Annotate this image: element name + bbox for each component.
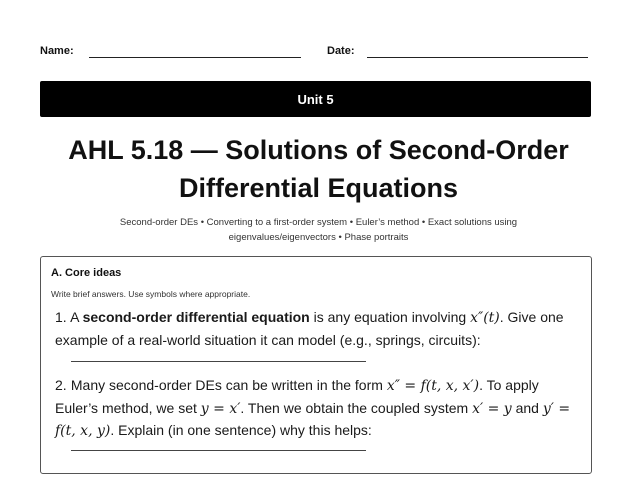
title-line-1: AHL 5.18 — Solutions of Second-Order (68, 135, 569, 165)
subtitle-line-1: Second-order DEs • Converting to a first-order system • Euler’s method • Exact solutions using (119, 217, 518, 228)
question-text: A (70, 309, 83, 325)
answer-line-1[interactable] (71, 361, 366, 362)
question-number: 2. (55, 377, 67, 393)
date-label: Date: (327, 45, 355, 57)
section-instructions: Write brief answers. Use symbols where appropriate. (51, 289, 251, 299)
math-expression: x′ = y (472, 400, 512, 417)
date-field[interactable] (367, 57, 588, 58)
answer-line-2[interactable] (71, 450, 366, 451)
question-1 (55, 307, 585, 351)
question-text: . To apply Euler’s method, we set (55, 377, 539, 416)
title-line-2: Differential Equations (178, 173, 459, 203)
question-2 (55, 375, 585, 443)
question-text: . Give one example of a real-world situation it can model (e.g., springs, circuits): (55, 309, 564, 348)
page-title (0, 131, 637, 207)
key-term: second-order differential equation (82, 309, 310, 325)
section-heading: A. Core ideas (51, 267, 122, 279)
question-text: . Then we obtain the coupled system (240, 399, 473, 416)
question-text: Many second-order DEs can be written in the form (70, 377, 387, 393)
unit-label: Unit 5 (297, 91, 334, 107)
question-text: and (511, 399, 543, 416)
math-expression: y′ = f(t, x, y) (55, 400, 571, 439)
math-expression: y = x′ (200, 400, 241, 417)
subtitle (80, 215, 557, 245)
name-label: Name: (40, 45, 74, 57)
question-number: 1. (55, 309, 67, 325)
math-expression: x″(t) (470, 310, 500, 326)
subtitle-line-2: eigenvalues/eigenvectors • Phase portraits (228, 232, 409, 243)
name-field[interactable] (89, 57, 301, 58)
core-ideas-section (40, 256, 592, 474)
unit-banner (40, 81, 591, 117)
question-text: is any equation involving (309, 309, 471, 325)
math-expression: x″ = f(t, x, x′) (386, 378, 480, 394)
question-text: . Explain (in one sentence) why this helps: (110, 422, 372, 438)
